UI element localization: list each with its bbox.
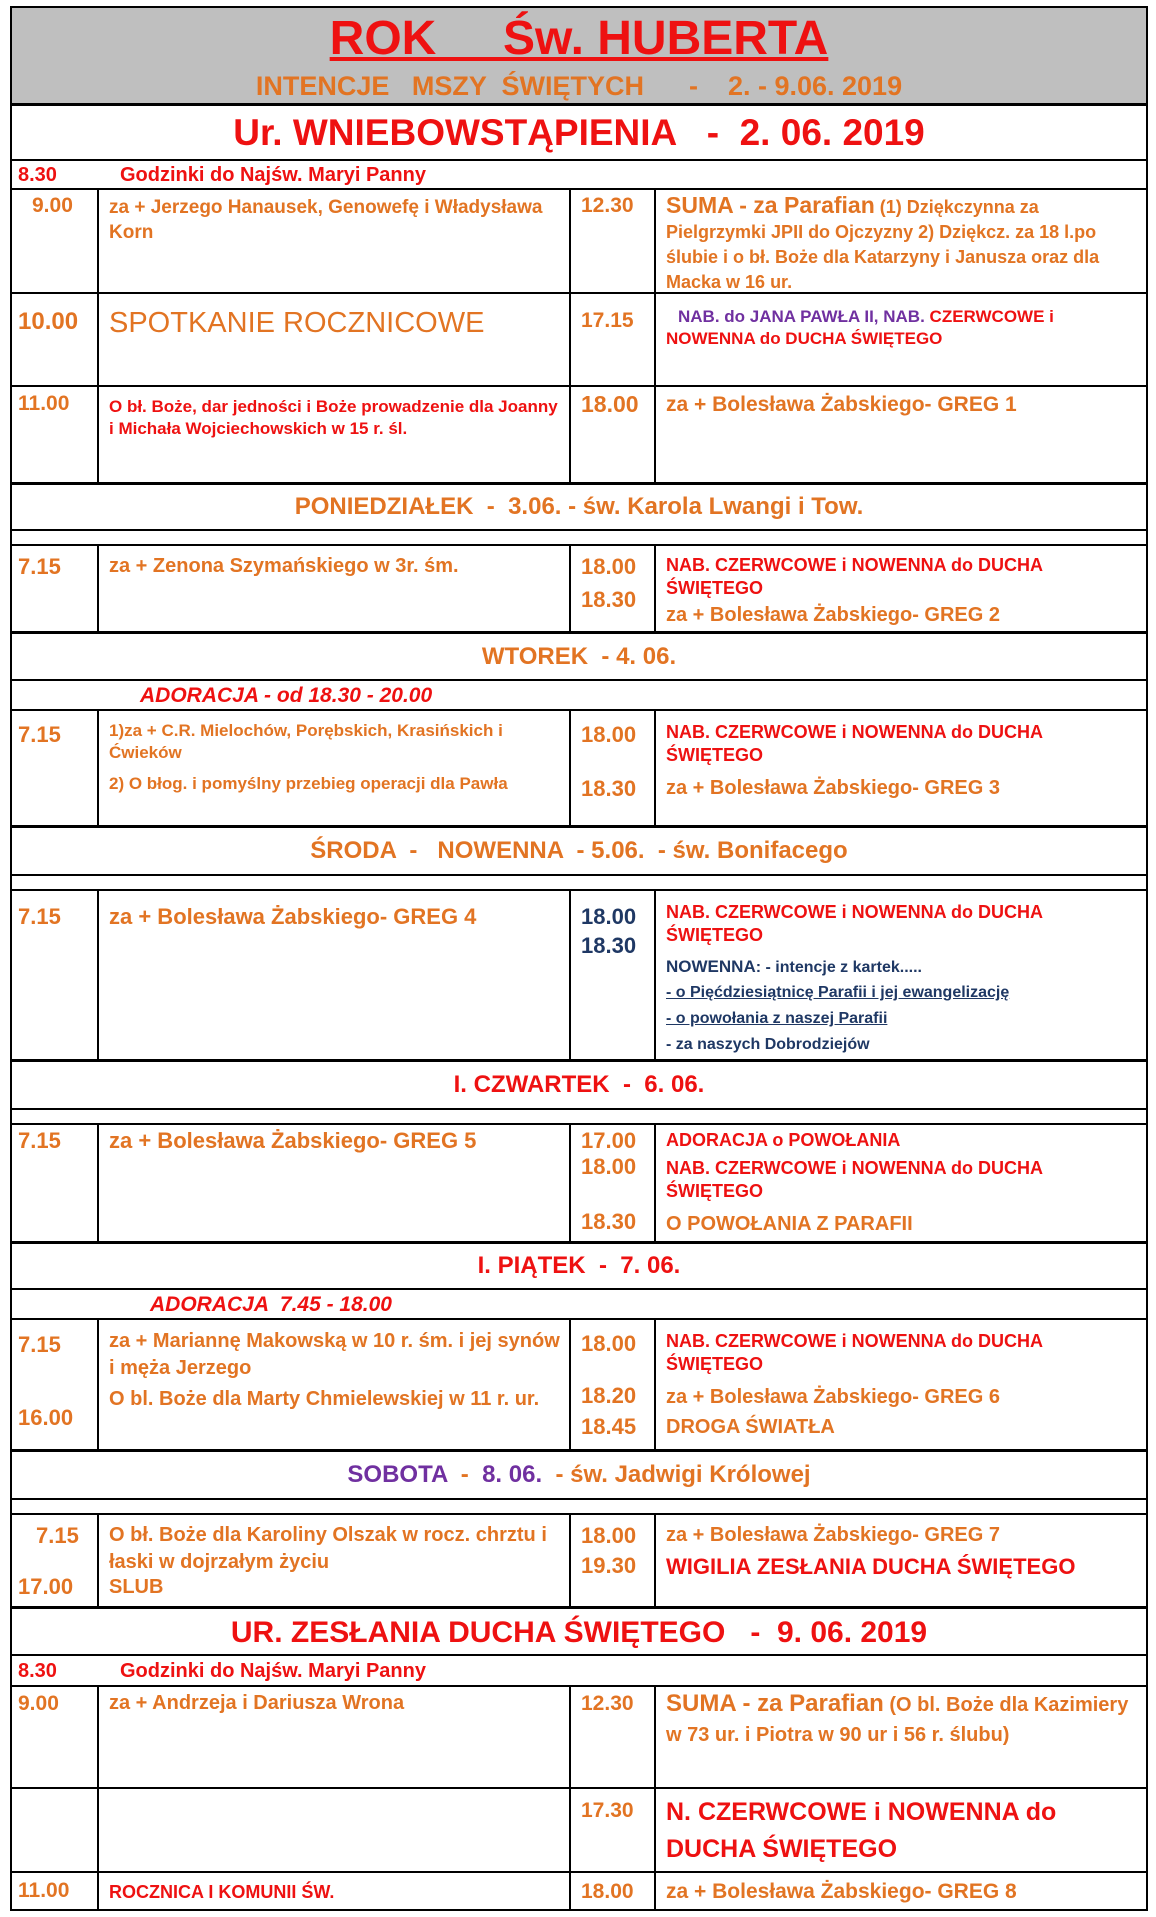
intention-text: N. CZERWCOWE i NOWENNA do DUCHA ŚWIĘTEGO (666, 1798, 1057, 1863)
time-label: 18.00 (581, 1523, 637, 1548)
monday-heading: PONIEDZIAŁEK - 3.06. - św. Karola Lwangi i Tow. (294, 493, 864, 520)
tuesday-row (12, 711, 1146, 828)
saturday-date: 8. 06. (482, 1461, 543, 1488)
time-label: 7.15 (18, 722, 61, 747)
time-label: 18.00 (581, 1331, 637, 1356)
sunday1-row-2 (12, 190, 1146, 294)
wednesday-row (12, 891, 1146, 1062)
intention-text: NAB. CZERWCOWE i NOWENNA do DUCHA ŚWIĘTEGO (666, 902, 1043, 945)
time-label: 12.30 (581, 194, 634, 217)
intention-text: za + Mariannę Makowską w 10 r. śm. i jej synów i męża Jerzego (109, 1330, 560, 1379)
suma-details: (1) Dziękczynna za Pielgrzymki JPII do Ojczyzny 2) Dziękcz. za 18 l.po ślubie i o bł. Boże dla Katarzyny i Janusza oraz dla Macka w 16 ur. (666, 197, 1100, 292)
sunday1-heading-row (12, 106, 1146, 161)
saturday-spacer (12, 1500, 1146, 1515)
time-label: 18.00 (581, 554, 637, 579)
time-label: 18.00 (581, 904, 637, 929)
time-label: 18.30 (581, 1209, 637, 1234)
intention-text: za + Bolesława Żabskiego- GREG 3 (666, 777, 1001, 799)
monday-spacer (12, 531, 1146, 546)
sunday1-heading: Ur. WNIEBOWSTĄPIENIA - 2. 06. 2019 (233, 112, 925, 153)
time-label: 17.00 (581, 1128, 637, 1153)
sunday2-heading-row (12, 1609, 1146, 1656)
saturday-day: SOBOTA (347, 1461, 448, 1488)
time-label: 18.00 (581, 722, 637, 747)
saturday-sep: - (447, 1461, 483, 1488)
intention-text: NAB. CZERWCOWE i NOWENNA do DUCHA ŚWIĘTEGO (666, 1158, 1043, 1201)
nab-rest: CZERWCOWE i NOWENNA do DUCHA ŚWIĘTEGO (666, 307, 1054, 348)
intention-text: 2) O błog. i pomyślny przebieg operacji dla Pawła (109, 774, 508, 793)
wednesday-heading-row (12, 828, 1146, 876)
monday-heading-row (12, 485, 1146, 531)
sunday2-row-3 (12, 1789, 1146, 1873)
sunday2-row-1 (12, 1656, 1146, 1687)
time-label: 18.30 (581, 933, 637, 958)
time-label: 19.30 (581, 1553, 637, 1578)
time-label: 8.30 (18, 1660, 57, 1682)
intention-text: za + Andrzeja i Dariusza Wrona (109, 1692, 405, 1714)
friday-heading-row (12, 1244, 1146, 1290)
suma-label: SUMA - za Parafian (666, 192, 875, 218)
saturday-saint: - św. Jadwigi Królowej (542, 1461, 811, 1488)
time-label: 18.00 (581, 1154, 637, 1179)
intention-text: SPOTKANIE ROCZNICOWE (109, 307, 485, 339)
intention-text: WIGILIA ZESŁANIA DUCHA ŚWIĘTEGO (666, 1554, 1076, 1579)
intention-text (666, 193, 1140, 295)
monday-row (12, 546, 1146, 634)
suma-label: SUMA - za Parafian (666, 1690, 884, 1717)
sunday1-row-4 (12, 387, 1146, 485)
nowenna-item: - o Pięćdziesiątnicę Parafii i jej ewangelizację (666, 984, 1010, 1001)
intention-text: NAB. CZERWCOWE i NOWENNA do DUCHA ŚWIĘTEGO (666, 722, 1043, 765)
nowenna-item: - za naszych Dobrodziejów (666, 1036, 870, 1053)
nowenna-line (666, 957, 922, 977)
intention-text: O bl. Boże dla Marty Chmielewskiej w 11 r. ur. (109, 1388, 540, 1410)
time-label: 16.00 (18, 1405, 74, 1430)
intention-text: za + Bolesława Żabskiego- GREG 8 (666, 1880, 1017, 1903)
intention-text: za + Bolesława Żabskiego- GREG 4 (109, 904, 477, 929)
intention-text: Godzinki do Najśw. Maryi Panny (120, 164, 426, 186)
time-label: 7.15 (36, 1523, 79, 1548)
time-label: 18.30 (581, 587, 637, 612)
time-label: 7.15 (18, 904, 61, 929)
intention-text: za + Bolesława Żabskiego- GREG 5 (109, 1128, 477, 1153)
time-label: 18.20 (581, 1383, 637, 1408)
friday-heading: I. PIĄTEK - 7. 06. (477, 1252, 681, 1279)
intention-text: ADORACJA o POWOŁANIA (666, 1130, 901, 1150)
sunday1-row-3 (12, 294, 1146, 387)
time-label: 17.00 (18, 1574, 74, 1599)
time-label: 7.15 (18, 1332, 61, 1357)
intention-text: za + Bolesława Żabskiego- GREG 6 (666, 1386, 1001, 1408)
schedule-sheet (10, 6, 1148, 1911)
time-label: 9.00 (18, 1692, 59, 1715)
time-label: 8.30 (18, 164, 57, 186)
adoration-note: ADORACJA - od 18.30 - 20.00 (140, 684, 433, 707)
intention-text: 1)za + C.R. Mielochów, Porębskich, Krasińskich i Ćwieków (109, 721, 503, 762)
tuesday-heading: WTOREK - 4. 06. (481, 643, 677, 670)
nowenna-label: NOWENNA (666, 957, 756, 976)
page-title: ROK Św. HUBERTA (329, 12, 829, 65)
saturday-heading (12, 1462, 1146, 1489)
thursday-row (12, 1125, 1146, 1244)
time-label: 18.30 (581, 776, 637, 801)
adoration-note: ADORACJA 7.45 - 18.00 (150, 1293, 392, 1316)
intention-text: DROGA ŚWIATŁA (666, 1416, 835, 1438)
wednesday-heading: ŚRODA - NOWENNA - 5.06. - św. Bonifacego (310, 837, 848, 864)
time-label: 18.00 (581, 1880, 634, 1903)
intention-text: O bł. Boże dla Karoliny Olszak w rocz. chrztu i łaski w dojrzałym życiu (109, 1524, 547, 1573)
nowenna-item: - o powołania z naszej Parafii (666, 1010, 888, 1027)
intention-text: za + Bolesława Żabskiego- GREG 7 (666, 1524, 1001, 1546)
time-label: 12.30 (581, 1692, 634, 1715)
saturday-heading-row (12, 1452, 1146, 1500)
header-banner (12, 8, 1146, 106)
intention-text: za + Bolesława Żabskiego- GREG 2 (666, 604, 1001, 626)
intention-text: za + Bolesława Żabskiego- GREG 1 (666, 393, 1017, 416)
time-label: 11.00 (18, 1879, 70, 1902)
sunday1-row-1 (12, 161, 1146, 190)
intention-text: NAB. CZERWCOWE i NOWENNA do DUCHA ŚWIĘTEGO (666, 1331, 1043, 1374)
sunday2-row-4 (12, 1873, 1146, 1911)
intention-text: O POWOŁANIA Z PARAFII (666, 1213, 913, 1235)
time-label: 17.30 (581, 1799, 634, 1822)
wednesday-spacer (12, 876, 1146, 891)
thursday-heading: I. CZWARTEK - 6. 06. (453, 1071, 705, 1098)
intention-text: NAB. CZERWCOWE i NOWENNA do DUCHA ŚWIĘTEGO (666, 555, 1043, 598)
friday-note-row (12, 1290, 1146, 1320)
time-label: 7.15 (18, 554, 61, 579)
suma-details: (O bl. Boże dla Kazimiery w 73 ur. i Piotra w 90 ur i 56 r. ślubu) (666, 1694, 1129, 1746)
thursday-heading-row (12, 1062, 1146, 1110)
nowenna-intro: : - intencje z kartek..... (755, 959, 922, 976)
sunday2-row-2 (12, 1687, 1146, 1789)
tuesday-heading-row (12, 634, 1146, 681)
thursday-spacer (12, 1110, 1146, 1125)
intention-text: SLUB (109, 1576, 164, 1598)
time-label: 17.15 (581, 309, 634, 332)
friday-row (12, 1320, 1146, 1452)
tuesday-note-row (12, 681, 1146, 711)
sunday2-heading: UR. ZESŁANIA DUCHA ŚWIĘTEGO - 9. 06. 2019 (230, 1616, 928, 1649)
nab-jp2-label: NAB. do JANA PAWŁA II, NAB. (678, 307, 925, 326)
time-label: 10.00 (18, 308, 79, 335)
page-subtitle: INTENCJE MSZY ŚWIĘTYCH - 2. - 9.06. 2019 (255, 71, 903, 101)
intention-text: za + Zenona Szymańskiego w 3r. śm. (109, 555, 459, 577)
time-label: 18.45 (581, 1414, 637, 1439)
intention-text: O bł. Boże, dar jedności i Boże prowadzenie dla Joanny i Michała Wojciechowskich w 15 r. śl. (109, 397, 558, 438)
intention-text: Godzinki do Najśw. Maryi Panny (120, 1660, 426, 1682)
time-label: 18.00 (581, 391, 639, 417)
intention-text: ROCZNICA I KOMUNII ŚW. (109, 1882, 335, 1902)
time-label: 9.00 (32, 194, 73, 217)
intention-text: za + Jerzego Hanausek, Genowefę i Władysława Korn (109, 197, 543, 243)
intention-text (666, 306, 1140, 350)
saturday-row (12, 1515, 1146, 1609)
intention-text (666, 1689, 1140, 1750)
time-label: 7.15 (18, 1128, 61, 1153)
time-label: 11.00 (18, 392, 70, 415)
